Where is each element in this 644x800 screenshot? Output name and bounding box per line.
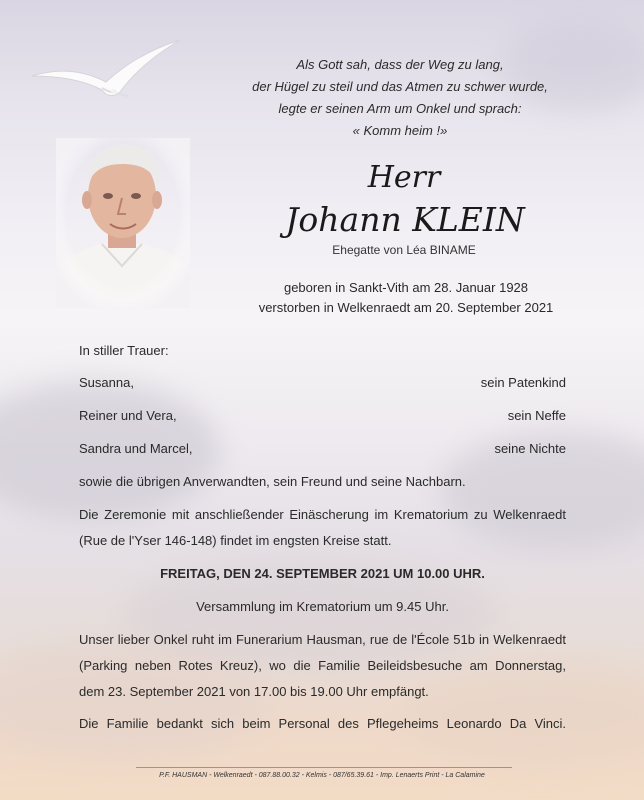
mourner-name: Sandra und Marcel, [79,441,193,456]
footer-divider [136,767,512,768]
ceremony-line: (Rue de l'Yser 146-148) findet im engsten Kreise statt. [79,533,392,548]
memorial-verse [220,54,580,142]
other-mourners: sowie die übrigen Anverwandten, sein Freund und seine Nachbarn. [79,474,466,489]
mourner-row [79,408,566,423]
death-line: verstorben in Welkenraedt am 20. September 2021 [258,300,554,315]
mourner-name: Susanna, [79,375,134,390]
verse-line: der Hügel zu steil und das Atmen zu schwer wurde, [252,79,548,94]
funeral-home-line: (Parking neben Rotes Kreuz), wo die Familie Beileidsbesuche am Donnerstag, [79,658,566,673]
mourner-relation: sein Neffe [507,408,566,423]
mourner-name: Reiner und Vera, [79,408,177,423]
footer-imprint: P.F. HAUSMAN - Welkenraedt - 087.88.00.32 - Kelmis - 087/65.39.61 - Imp. Lenaerts Print - La Calamine [159,772,485,779]
verse-line: legte er seinen Arm um Onkel und sprach: [278,101,522,116]
ceremony-date-time: FREITAG, DEN 24. SEPTEMBER 2021 UM 10.00 UHR. [160,566,485,581]
mourner-row [79,441,566,456]
deceased-name: Johann KLEIN [285,200,525,239]
verse-line: Als Gott sah, dass der Weg zu lang, [296,57,504,72]
verse-line: « Komm heim !» [352,123,448,138]
background-cloud [400,660,644,770]
ceremony-line: Die Zeremonie mit anschließender Einäscherung im Krematorium zu Welkenraedt [79,507,566,522]
mourner-row [79,375,566,390]
salutation: Herr [367,160,441,195]
portrait-photo [56,138,190,308]
funeral-home-line: Unser lieber Onkel ruht im Funerarium Hausman, rue de l'École 51b in Welkenraedt [79,632,566,647]
mourner-relation: sein Patenkind [480,375,566,390]
spouse-line: Ehegatte von Léa BINAME [332,243,476,257]
life-dates [250,278,562,318]
gathering-line: Versammlung im Krematorium um 9.45 Uhr. [196,599,449,614]
birth-line: geboren in Sankt-Vith am 28. Januar 1928 [283,280,529,295]
funeral-home-line: dem 23. September 2021 von 17.00 bis 19.00 Uhr empfängt. [79,684,429,699]
mourning-intro: In stiller Trauer: [79,343,169,358]
thanks-line: Die Familie bedankt sich beim Personal des Pflegeheims Leonardo Da Vinci. [79,716,566,731]
mourner-relation: seine Nichte [494,441,566,456]
seagull-icon [28,36,184,106]
